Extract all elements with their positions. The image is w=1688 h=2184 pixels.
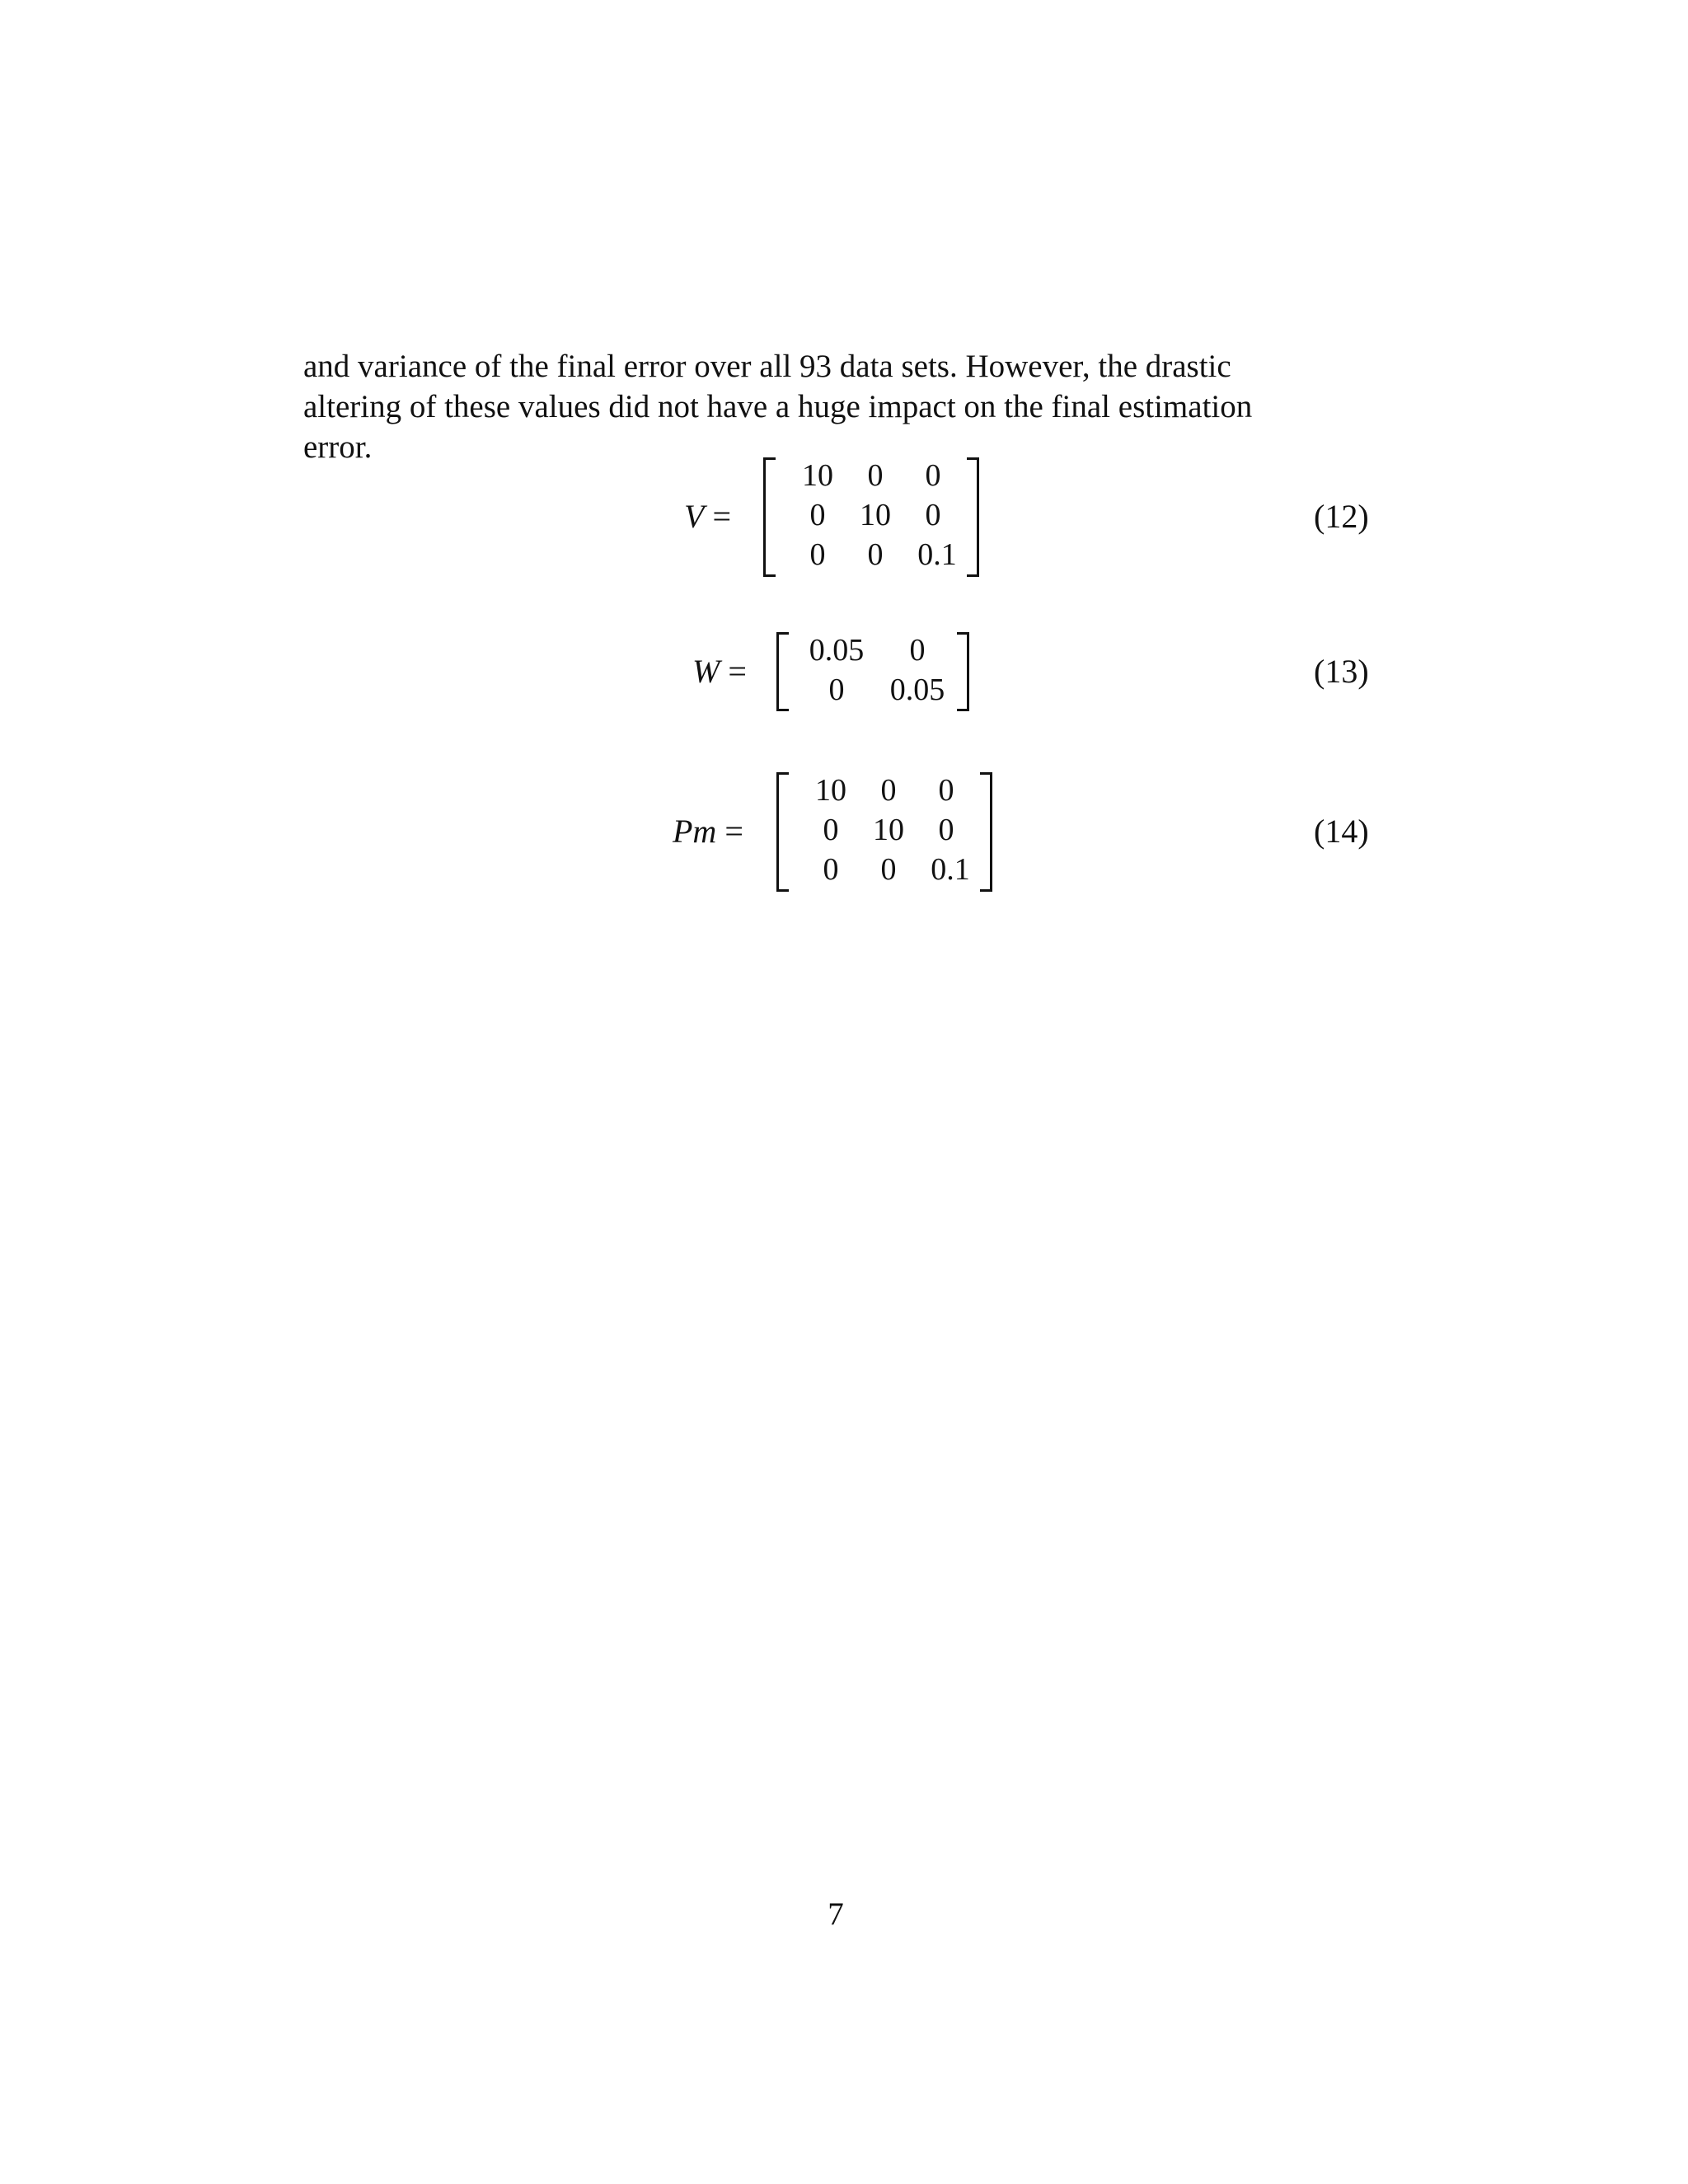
matrix-cell: 0.1	[917, 537, 957, 572]
matrix-left-bracket	[776, 632, 789, 711]
matrix-cell: 10	[802, 458, 833, 493]
matrix-cell: 0	[823, 813, 839, 847]
matrix-cell: 10	[815, 773, 846, 808]
equation-12	[0, 457, 1688, 577]
equals-sign: =	[728, 653, 747, 690]
equals-sign: =	[712, 498, 731, 535]
matrix-cell: 10	[860, 498, 891, 532]
matrix-cell: 0	[809, 537, 826, 572]
matrix-right-bracket	[980, 772, 992, 892]
matrix-cell: 0	[925, 498, 941, 532]
equation-number: (13)	[1314, 653, 1369, 690]
matrix-cell: 0	[909, 633, 926, 668]
matrix-cell: 0	[925, 458, 941, 493]
equation-lhs	[684, 497, 731, 536]
matrix-cell: 10	[873, 813, 904, 847]
matrix-right-bracket	[967, 457, 979, 577]
matrix-cell: 0.1	[931, 852, 970, 887]
equation-number: (12)	[1314, 498, 1369, 535]
equation-13	[0, 632, 1688, 711]
matrix-cell: 0	[880, 852, 897, 887]
matrix-cell: 0	[938, 813, 954, 847]
matrix-right-bracket	[957, 632, 969, 711]
matrix-cell: 0	[828, 673, 845, 707]
matrix	[763, 457, 979, 577]
matrix-left-bracket	[776, 772, 789, 892]
page-number: 7	[828, 1896, 844, 1932]
matrix-cell: 0	[823, 852, 839, 887]
paragraph-line: altering of these values did not have a huge impact on the final estimation	[303, 389, 1253, 424]
matrix-variable: W	[692, 653, 720, 690]
matrix-cell: 0	[809, 498, 826, 532]
matrix-variable: V	[684, 498, 705, 535]
equation-14	[0, 772, 1688, 892]
paragraph-line: and variance of the final error over all 93 data sets. However, the drastic	[303, 349, 1231, 384]
matrix-cell: 0	[880, 773, 897, 808]
matrix-cell: 0	[938, 773, 954, 808]
equation-lhs	[673, 812, 743, 851]
matrix-cell: 0.05	[809, 633, 865, 668]
matrix-cell: 0.05	[889, 673, 945, 707]
matrix	[776, 632, 969, 711]
matrix-left-bracket	[763, 457, 776, 577]
matrix-cell: 0	[867, 537, 884, 572]
paragraph-line: error.	[303, 429, 373, 465]
equation-number: (14)	[1314, 813, 1369, 850]
matrix	[776, 772, 992, 892]
equation-lhs	[692, 652, 747, 691]
matrix-cell: 0	[867, 458, 884, 493]
body-paragraph	[303, 346, 1400, 467]
matrix-variable: Pm	[673, 813, 717, 850]
equals-sign: =	[724, 813, 743, 850]
